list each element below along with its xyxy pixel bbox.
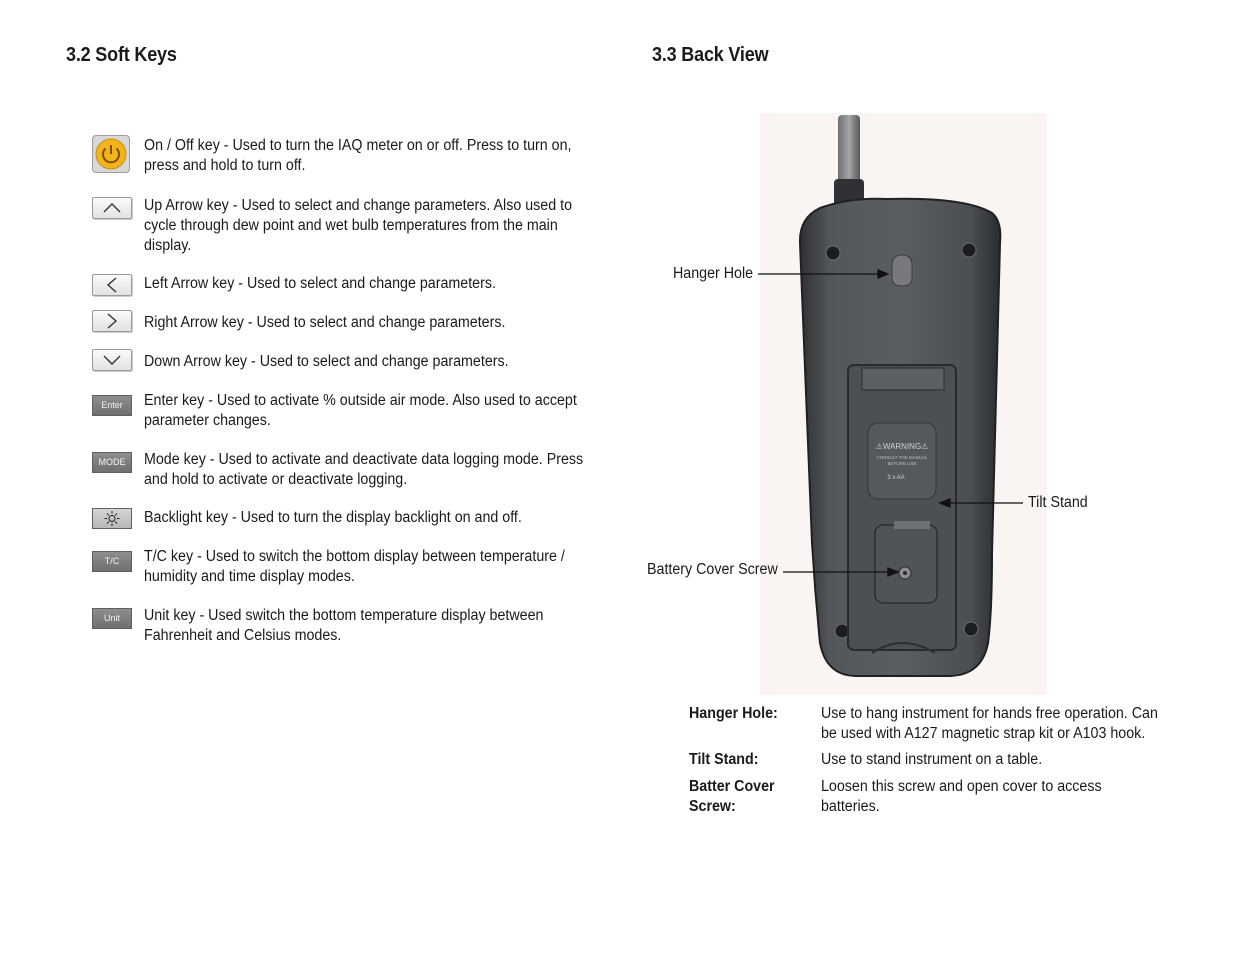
arrow-head — [888, 568, 898, 576]
section-title-back-view: 3.3 Back View — [652, 44, 769, 66]
key-description: Enter key - Used to activate % outside air mode. Also used to accept parameter changes. — [144, 392, 577, 429]
definition-term: Batter Cover Screw: — [689, 778, 775, 815]
key-description: Right Arrow key - Used to select and change parameters. — [144, 314, 506, 331]
arrow-head — [878, 270, 888, 278]
warning-line2: BEFORE USE — [887, 461, 917, 466]
key-description: Down Arrow key - Used to select and change parameters. — [144, 353, 509, 370]
callout-hanger-hole: Hanger Hole — [673, 265, 754, 282]
warning-text: ⚠WARNING⚠ — [875, 442, 929, 451]
definition-description: Use to stand instrument on a table. — [821, 751, 1043, 768]
key-description: Left Arrow key - Used to select and change parameters. — [144, 275, 496, 292]
callout-tilt-stand: Tilt Stand — [1028, 494, 1088, 511]
mode-key-icon: MODE — [92, 452, 132, 473]
callout-battery-cover-screw: Battery Cover Screw — [647, 561, 778, 578]
warning-line1: CONSULT THE MANUAL — [876, 455, 928, 460]
definition-term: Tilt Stand: — [689, 751, 759, 768]
definition-description: Loosen this screw and open cover to access batteries. — [821, 778, 1102, 815]
tc-key-icon: T/C — [92, 551, 132, 572]
key-description: Up Arrow key - Used to select and change parameters. Also used to cycle through dew point and wet bulb temperatures from the main display. — [144, 197, 573, 254]
arrow-head — [940, 499, 950, 507]
key-description: Backlight key - Used to turn the display backlight on and off. — [144, 509, 522, 526]
battery-text: 3 x AA — [887, 475, 905, 481]
definition-term: Hanger Hole: — [689, 705, 778, 722]
section-title-soft-keys: 3.2 Soft Keys — [66, 44, 177, 66]
key-description: Unit key - Used switch the bottom temperature display between Fahrenheit and Celsius modes. — [144, 607, 544, 644]
key-description: On / Off key - Used to turn the IAQ meter on or off. Press to turn on, press and hold to turn off. — [144, 137, 572, 174]
unit-key-icon: Unit — [92, 608, 132, 629]
enter-key-icon: Enter — [92, 395, 132, 416]
key-description: T/C key - Used to switch the bottom display between temperature / humidity and time display modes. — [144, 548, 565, 585]
definition-description: Use to hang instrument for hands free operation. Can be used with A127 magnetic strap kit or A103 hook. — [821, 705, 1158, 742]
key-description: Mode key - Used to activate and deactivate data logging mode. Press and hold to activate or deactivate logging. — [144, 451, 584, 488]
